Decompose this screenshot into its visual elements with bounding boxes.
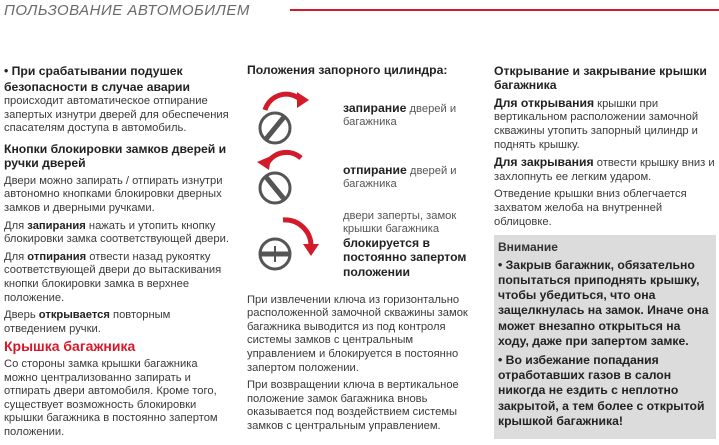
airbag-text: происходит автоматическое отпирание запертых изнутри дверей для обеспечения спасателям доступа в автомобиль.: [4, 95, 229, 135]
opens-bold: открывается: [38, 309, 110, 322]
cylinder-lock-icon: [253, 88, 325, 148]
open-paragraph: [494, 97, 716, 152]
cylinder-para2: При возвращении ключа в вертикальное положение замок багажника вновь оказывается под воздействием системы замков с центральным управлением.: [247, 379, 459, 432]
column-middle: [247, 64, 475, 438]
close-paragraph: [494, 156, 716, 184]
lock-text: нажать и утопить кнопку блокировки замка соответствующей двери.: [4, 219, 229, 246]
lock-prefix: Для: [4, 219, 28, 232]
pos2-bold: отпирание: [343, 162, 407, 177]
close-text: отвести крышку вниз и захлопнуть ее легким ударом.: [494, 157, 715, 183]
pos3-label: [343, 210, 473, 281]
page-header: [0, 0, 719, 22]
cylinder-position-lock: [247, 88, 475, 146]
lock-bold: запирания: [27, 219, 86, 232]
unlock-paragraph: [4, 251, 230, 305]
cylinder-para1: При извлечении ключа из горизонтально расположенной замочной скважины замок багажника выводится из под контроля системы замков с центральным управлением и блокируется в постоянно запертом положении.: [247, 293, 468, 374]
opens-text: повторным отведением ручки.: [4, 309, 171, 335]
warning-title: Внимание: [498, 240, 558, 255]
open-text: крышки при вертикальном расположении замочной скважины утопить запорный цилиндр и поднять крышку.: [494, 97, 699, 151]
pos1-label: [343, 102, 473, 130]
open-close-heading: Открывание и закрывание крышки багажника: [494, 64, 707, 93]
cylinder-block-icon: [253, 210, 325, 280]
cylinder-position-block: [247, 210, 475, 286]
buttons-text: Двери можно запирать / отпирать изнутри автономно кнопками блокировки дверных замков и дверными ручками.: [4, 174, 223, 214]
pos2-text: дверей и багажника: [343, 164, 457, 191]
pos3-bold: блокируется в постоянно запертом положении: [343, 235, 467, 279]
unlock-prefix: Для: [4, 250, 28, 263]
strut-paragraph: Отведение крышки вниз облегчается захватом желоба на внутренней облицовке.: [494, 188, 687, 228]
open-bold: Для открывания: [494, 95, 595, 110]
cylinder-position-unlock: [247, 146, 475, 210]
opens-paragraph: [4, 309, 230, 336]
column-right: [494, 64, 716, 439]
airbag-bold: • При срабатывании подушек безопасности в случае аварии: [4, 64, 191, 94]
lock-paragraph: [4, 220, 230, 247]
header-rule: [290, 9, 719, 11]
airbag-paragraph: [4, 64, 230, 136]
pos3-text: двери заперты, замок крышки багажника: [343, 209, 457, 236]
section-title: ПОЛЬЗОВАНИЕ АВТОМОБИЛЕМ: [4, 2, 250, 19]
warning-item-1: • Закрыв багажник, обязательно попытаться приподнять крышку, чтобы убедиться, что она защелкнулась на замок. Иначе она может внезапно открыться на ходу, даже при запертом замке.: [498, 257, 709, 348]
trunk-text: Со стороны замка крышки багажника можно централизованно запирать и отпирать двери автомобиля. Кроме того, существует возможность блокировки крышки багажника в постоянно запертом положении.: [4, 357, 218, 438]
pos1-text: дверей и багажника: [343, 102, 457, 129]
unlock-text: отвести назад рукоятку соответствующей двери до вытаскивания кнопки блокировки замка в верхнее положение.: [4, 250, 222, 304]
buttons-heading: Кнопки блокировки замков дверей и ручки дверей: [4, 141, 227, 171]
cylinder-unlock-icon: [253, 146, 325, 208]
trunk-heading: Крышка багажника: [4, 338, 136, 355]
cylinder-title: Положения запорного цилиндра:: [247, 63, 448, 77]
close-bold: Для закрывания: [494, 155, 594, 170]
warning-item-2: • Во избежание попадания отработавших газов в салон никогда не ездить с неплотно закрытой, а тем более с открытой крышкой багажника!: [498, 352, 705, 428]
pos2-label: [343, 164, 473, 192]
column-left: [4, 64, 230, 443]
unlock-bold: отпирания: [27, 250, 87, 263]
opens-prefix: Дверь: [4, 309, 39, 322]
pos1-bold: запирание: [343, 100, 407, 115]
warning-box: [494, 235, 716, 439]
